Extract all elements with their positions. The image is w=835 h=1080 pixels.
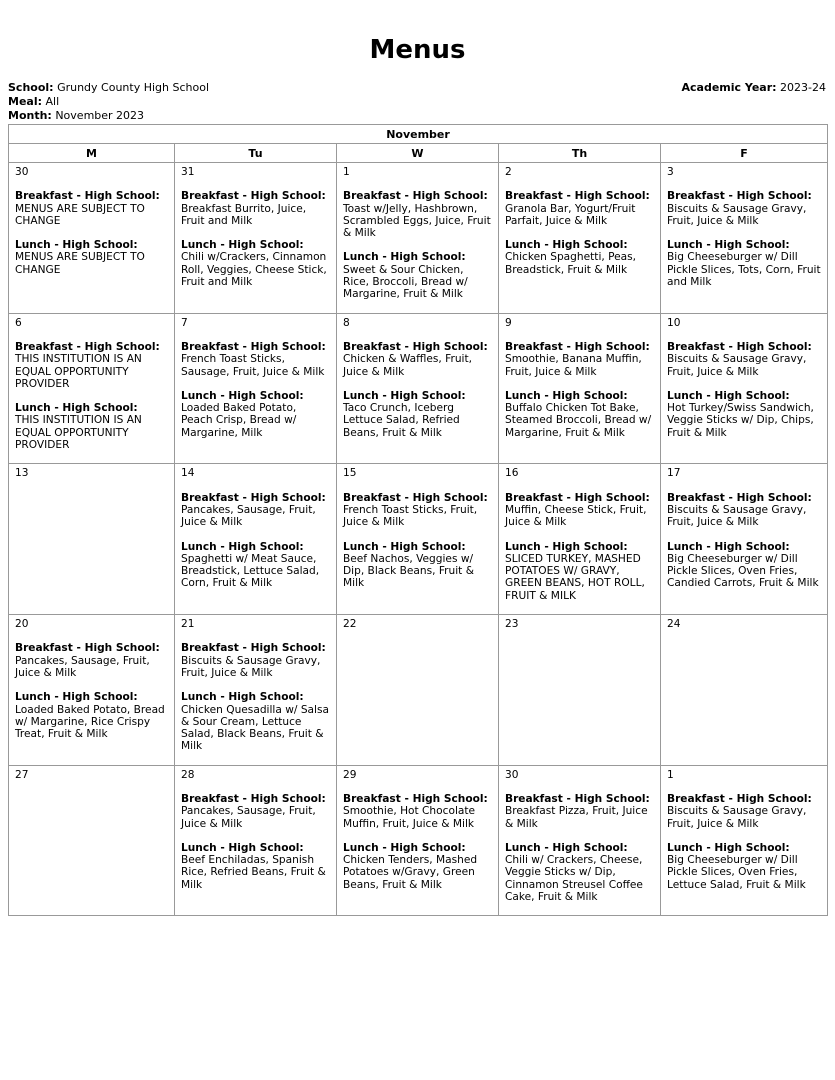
breakfast-title: Breakfast - High School: bbox=[343, 491, 488, 504]
lunch-title: Lunch - High School: bbox=[343, 540, 466, 553]
lunch-items: SLICED TURKEY, MASHED POTATOES W/ GRAVY, GREEN BEANS, HOT ROLL, FRUIT & MILK bbox=[505, 552, 645, 602]
day-cell bbox=[499, 163, 661, 314]
day-cell bbox=[9, 615, 175, 766]
day-number: 27 bbox=[15, 768, 29, 781]
weekday-header: F bbox=[661, 144, 828, 163]
breakfast-items: Smoothie, Banana Muffin, Fruit, Juice & Milk bbox=[505, 353, 642, 378]
day-cell bbox=[499, 615, 661, 766]
day-number: 9 bbox=[505, 316, 512, 329]
breakfast-items: Muffin, Cheese Stick, Fruit, Juice & Milk bbox=[505, 503, 647, 529]
day-number: 15 bbox=[343, 467, 357, 480]
breakfast-items: Pancakes, Sausage, Fruit, Juice & Milk bbox=[15, 654, 150, 679]
breakfast-items: Breakfast Pizza, Fruit, Juice & Milk bbox=[505, 805, 648, 830]
school-line bbox=[8, 81, 209, 95]
lunch-title: Lunch - High School: bbox=[15, 402, 138, 415]
lunch-items: MENUS ARE SUBJECT TO CHANGE bbox=[15, 251, 145, 276]
breakfast-title: Breakfast - High School: bbox=[343, 340, 488, 353]
breakfast-items: French Toast Sticks, Sausage, Fruit, Juice & Milk bbox=[181, 353, 325, 378]
day-number: 8 bbox=[343, 316, 350, 329]
lunch-title: Lunch - High School: bbox=[667, 841, 790, 854]
lunch-title: Lunch - High School: bbox=[667, 540, 790, 553]
lunch-items: Sweet & Sour Chicken, Rice, Broccoli, Bread w/ Margarine, Fruit & Milk bbox=[343, 263, 468, 301]
meal-line bbox=[8, 95, 59, 109]
week-row bbox=[9, 163, 828, 314]
day-cell bbox=[337, 615, 499, 766]
breakfast-title: Breakfast - High School: bbox=[505, 792, 650, 805]
breakfast-items: MENUS ARE SUBJECT TO CHANGE bbox=[15, 202, 145, 227]
month-line bbox=[8, 109, 144, 123]
breakfast-title: Breakfast - High School: bbox=[181, 792, 326, 805]
lunch-items: Big Cheeseburger w/ Dill Pickle Slices, Oven Fries, Lettuce Salad, Fruit & Milk bbox=[667, 854, 806, 891]
page-title: Menus bbox=[369, 35, 466, 65]
lunch-items: Chicken Spaghetti, Peas, Breadstick, Fruit & Milk bbox=[505, 251, 637, 276]
breakfast-title: Breakfast - High School: bbox=[667, 792, 812, 805]
breakfast-items: Breakfast Burrito, Juice, Fruit and Milk bbox=[181, 202, 307, 227]
breakfast-items: Biscuits & Sausage Gravy, Fruit, Juice & Milk bbox=[181, 654, 321, 679]
day-number: 7 bbox=[181, 316, 188, 329]
breakfast-items: Biscuits & Sausage Gravy, Fruit, Juice & Milk bbox=[667, 353, 807, 378]
week-row bbox=[9, 464, 828, 615]
breakfast-title: Breakfast - High School: bbox=[343, 190, 488, 203]
lunch-items: Big Cheeseburger w/ Dill Pickle Slices, Oven Fries, Candied Carrots, Fruit & Milk bbox=[667, 552, 819, 590]
day-cell bbox=[9, 464, 175, 615]
menu-calendar bbox=[8, 124, 828, 916]
meal-label: Meal: bbox=[8, 95, 42, 108]
lunch-title: Lunch - High School: bbox=[181, 389, 304, 402]
weekday-header: M bbox=[9, 144, 175, 163]
lunch-title: Lunch - High School: bbox=[505, 389, 628, 402]
month-header-row bbox=[9, 125, 828, 144]
day-number: 29 bbox=[343, 768, 357, 781]
day-cell bbox=[175, 765, 337, 916]
weekday-header: Th bbox=[499, 144, 661, 163]
day-number: 3 bbox=[667, 166, 674, 178]
academic-year-line bbox=[681, 81, 826, 95]
day-number: 16 bbox=[505, 467, 519, 480]
day-cell bbox=[499, 313, 661, 464]
lunch-title: Lunch - High School: bbox=[505, 841, 628, 854]
week-row bbox=[9, 615, 828, 766]
day-cell bbox=[337, 464, 499, 615]
lunch-items: Beef Nachos, Veggies w/ Dip, Black Beans, Fruit & Milk bbox=[343, 552, 474, 590]
breakfast-items: Biscuits & Sausage Gravy, Fruit, Juice & Milk bbox=[667, 503, 807, 529]
day-cell bbox=[499, 464, 661, 615]
day-cell bbox=[661, 163, 828, 314]
breakfast-items: Pancakes, Sausage, Fruit, Juice & Milk bbox=[181, 503, 316, 529]
breakfast-title: Breakfast - High School: bbox=[181, 642, 326, 655]
week-row bbox=[9, 313, 828, 464]
day-number: 24 bbox=[667, 618, 681, 631]
day-number: 21 bbox=[181, 618, 195, 631]
day-number: 20 bbox=[15, 618, 29, 631]
breakfast-title: Breakfast - High School: bbox=[667, 190, 812, 203]
lunch-items: Spaghetti w/ Meat Sauce, Breadstick, Lettuce Salad, Corn, Fruit & Milk bbox=[181, 552, 320, 590]
day-cell bbox=[337, 313, 499, 464]
day-number: 28 bbox=[181, 768, 195, 781]
day-cell bbox=[499, 765, 661, 916]
day-number: 23 bbox=[505, 618, 519, 631]
month-value: November 2023 bbox=[55, 109, 145, 122]
breakfast-items: Toast w/Jelly, Hashbrown, Scrambled Eggs, Juice, Fruit & Milk bbox=[343, 202, 491, 240]
breakfast-title: Breakfast - High School: bbox=[15, 190, 160, 203]
breakfast-items: Biscuits & Sausage Gravy, Fruit, Juice & Milk bbox=[667, 805, 807, 830]
day-cell bbox=[9, 313, 175, 464]
lunch-title: Lunch - High School: bbox=[667, 389, 790, 402]
breakfast-items: Biscuits & Sausage Gravy, Fruit, Juice & Milk bbox=[667, 202, 807, 227]
breakfast-items: Chicken & Waffles, Fruit, Juice & Milk bbox=[343, 353, 473, 378]
breakfast-items: French Toast Sticks, Fruit, Juice & Milk bbox=[343, 503, 478, 529]
day-number: 30 bbox=[15, 166, 29, 178]
lunch-items: Beef Enchiladas, Spanish Rice, Refried Beans, Fruit & Milk bbox=[181, 854, 326, 891]
day-cell bbox=[9, 765, 175, 916]
meal-value: All bbox=[45, 95, 60, 108]
breakfast-title: Breakfast - High School: bbox=[343, 792, 488, 805]
day-cell bbox=[661, 313, 828, 464]
day-number: 31 bbox=[181, 166, 195, 178]
day-number: 6 bbox=[15, 316, 22, 329]
day-cell bbox=[175, 313, 337, 464]
day-number: 1 bbox=[667, 768, 674, 781]
breakfast-title: Breakfast - High School: bbox=[667, 491, 812, 504]
lunch-title: Lunch - High School: bbox=[181, 841, 304, 854]
breakfast-title: Breakfast - High School: bbox=[505, 340, 650, 353]
lunch-items: Hot Turkey/Swiss Sandwich, Veggie Sticks w/ Dip, Chips, Fruit & Milk bbox=[667, 402, 814, 439]
day-cell bbox=[175, 615, 337, 766]
lunch-title: Lunch - High School: bbox=[505, 540, 628, 553]
day-cell bbox=[661, 765, 828, 916]
weekday-header: Tu bbox=[175, 144, 337, 163]
month-header: November bbox=[9, 125, 828, 144]
lunch-title: Lunch - High School: bbox=[181, 239, 304, 252]
weekday-header: W bbox=[337, 144, 499, 163]
lunch-items: Buffalo Chicken Tot Bake, Steamed Broccoli, Bread w/ Margarine, Fruit & Milk bbox=[505, 402, 652, 439]
lunch-title: Lunch - High School: bbox=[505, 239, 628, 252]
lunch-title: Lunch - High School: bbox=[343, 389, 466, 402]
weekday-header-row bbox=[9, 144, 828, 163]
lunch-items: Chili w/ Crackers, Cheese, Veggie Sticks w/ Dip, Cinnamon Streusel Coffee Cake, Fruit & Milk bbox=[505, 854, 643, 904]
lunch-items: Loaded Baked Potato, Bread w/ Margarine, Rice Crispy Treat, Fruit & Milk bbox=[15, 703, 165, 741]
day-cell bbox=[175, 163, 337, 314]
breakfast-items: Pancakes, Sausage, Fruit, Juice & Milk bbox=[181, 805, 316, 830]
lunch-title: Lunch - High School: bbox=[15, 691, 138, 704]
day-number: 2 bbox=[505, 166, 512, 178]
academic-year-value: 2023-24 bbox=[780, 81, 826, 94]
breakfast-items: THIS INSTITUTION IS AN EQUAL OPPORTUNITY PROVIDER bbox=[15, 353, 142, 390]
day-number: 1 bbox=[343, 166, 350, 178]
day-cell bbox=[337, 163, 499, 314]
day-number: 14 bbox=[181, 467, 195, 480]
day-number: 13 bbox=[15, 467, 29, 480]
lunch-title: Lunch - High School: bbox=[343, 251, 466, 264]
breakfast-title: Breakfast - High School: bbox=[181, 190, 326, 203]
day-number: 30 bbox=[505, 768, 519, 781]
calendar-body bbox=[9, 163, 828, 916]
lunch-items: Taco Crunch, Iceberg Lettuce Salad, Refried Beans, Fruit & Milk bbox=[343, 402, 460, 439]
lunch-title: Lunch - High School: bbox=[15, 239, 138, 252]
lunch-items: Big Cheeseburger w/ Dill Pickle Slices, Tots, Corn, Fruit and Milk bbox=[667, 251, 821, 289]
lunch-title: Lunch - High School: bbox=[343, 841, 466, 854]
breakfast-title: Breakfast - High School: bbox=[181, 491, 326, 504]
academic-year-label: Academic Year: bbox=[681, 81, 777, 94]
lunch-title: Lunch - High School: bbox=[667, 239, 790, 252]
day-cell bbox=[175, 464, 337, 615]
breakfast-title: Breakfast - High School: bbox=[15, 340, 160, 353]
breakfast-title: Breakfast - High School: bbox=[505, 491, 650, 504]
day-number: 17 bbox=[667, 467, 681, 480]
week-row bbox=[9, 765, 828, 916]
month-label: Month: bbox=[8, 109, 52, 122]
lunch-items: THIS INSTITUTION IS AN EQUAL OPPORTUNITY PROVIDER bbox=[15, 414, 142, 452]
breakfast-items: Smoothie, Hot Chocolate Muffin, Fruit, Juice & Milk bbox=[343, 805, 476, 830]
breakfast-title: Breakfast - High School: bbox=[667, 340, 812, 353]
breakfast-title: Breakfast - High School: bbox=[505, 190, 650, 203]
lunch-items: Chicken Tenders, Mashed Potatoes w/Gravy, Green Beans, Fruit & Milk bbox=[343, 854, 478, 891]
day-number: 10 bbox=[667, 316, 681, 329]
breakfast-title: Breakfast - High School: bbox=[15, 642, 160, 655]
lunch-title: Lunch - High School: bbox=[181, 540, 304, 553]
day-cell bbox=[661, 615, 828, 766]
lunch-title: Lunch - High School: bbox=[181, 691, 304, 704]
day-cell bbox=[9, 163, 175, 314]
lunch-items: Chicken Quesadilla w/ Salsa & Sour Cream, Lettuce Salad, Black Beans, Fruit & Milk bbox=[181, 703, 330, 753]
school-label: School: bbox=[8, 81, 54, 94]
day-cell bbox=[661, 464, 828, 615]
school-value: Grundy County High School bbox=[57, 81, 210, 94]
day-cell bbox=[337, 765, 499, 916]
lunch-items: Chili w/Crackers, Cinnamon Roll, Veggies, Cheese Stick, Fruit and Milk bbox=[181, 251, 327, 289]
breakfast-items: Granola Bar, Yogurt/Fruit Parfait, Juice & Milk bbox=[505, 202, 636, 227]
lunch-items: Loaded Baked Potato, Peach Crisp, Bread w/ Margarine, Milk bbox=[181, 402, 297, 439]
day-number: 22 bbox=[343, 618, 357, 631]
breakfast-title: Breakfast - High School: bbox=[181, 340, 326, 353]
